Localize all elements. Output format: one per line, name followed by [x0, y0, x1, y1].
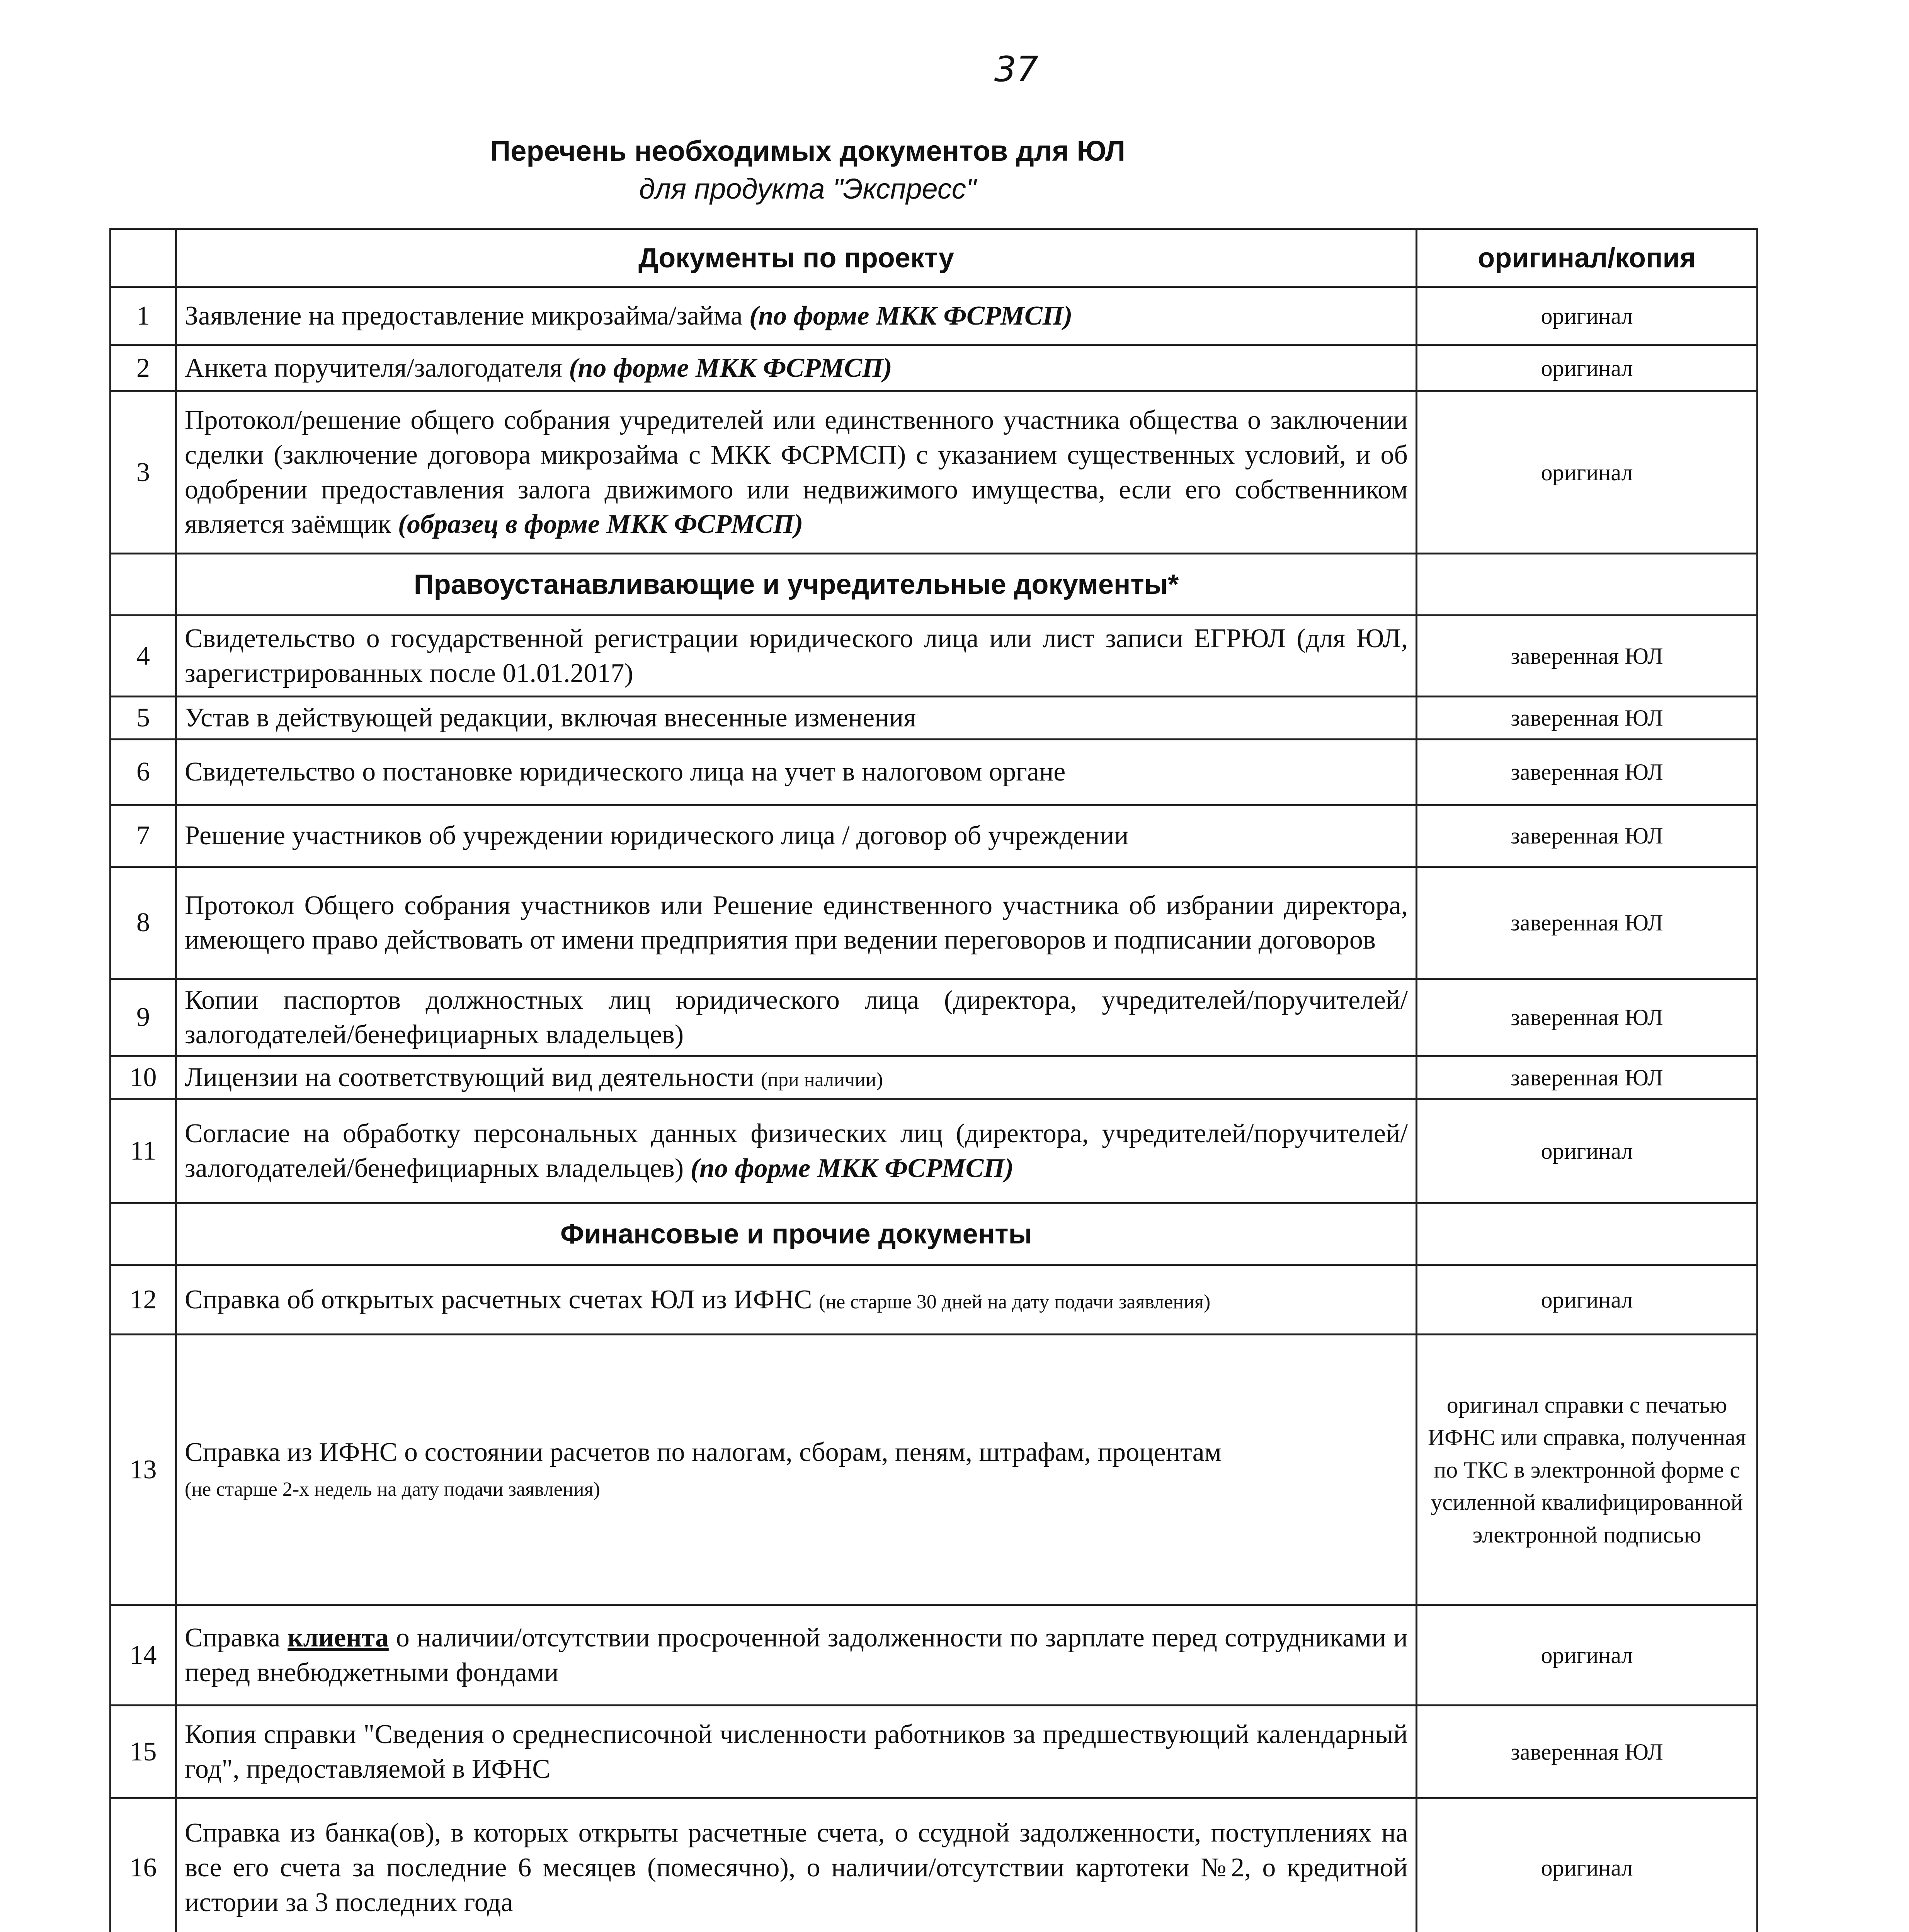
document-description [176, 1798, 1417, 1932]
table-row [111, 1099, 1758, 1203]
document-description [176, 287, 1417, 345]
document-description [176, 616, 1417, 697]
document-status: заверенная ЮЛ [1417, 805, 1758, 867]
form-reference: (по форме МКК ФСРМСП) [690, 1153, 1014, 1183]
document-description [176, 391, 1417, 554]
description-text: Заявление на предоставление микрозайма/займа [185, 301, 750, 331]
table-row [111, 1265, 1758, 1335]
row-number: 1 [111, 287, 176, 345]
description-text: Справка из ИФНС о состоянии расчетов по налогам, сборам, пеням, штрафам, процентам [185, 1437, 1222, 1468]
row-number: 8 [111, 867, 176, 979]
table-row [111, 739, 1758, 805]
description-prefix: Справка [185, 1623, 288, 1653]
form-reference: (по форме МКК ФСРМСП) [569, 353, 892, 383]
document-status: заверенная ЮЛ [1417, 1706, 1758, 1798]
description-text: Согласие на обработку персональных данных физических лиц (директора, учредителей/поручителей/залогодателей/бенефициарных владельцев) [185, 1119, 1408, 1183]
document-status: оригинал [1417, 287, 1758, 345]
document-description [176, 697, 1417, 740]
row-number: 9 [111, 979, 176, 1056]
document-status: оригинал [1417, 1605, 1758, 1706]
row-number: 14 [111, 1605, 176, 1706]
section-status-cell [1417, 1203, 1758, 1265]
document-status: заверенная ЮЛ [1417, 979, 1758, 1056]
document-status: заверенная ЮЛ [1417, 739, 1758, 805]
document-description [176, 345, 1417, 391]
row-number: 3 [111, 391, 176, 554]
document-description [176, 1335, 1417, 1605]
table-row [111, 979, 1758, 1056]
header-documents: Документы по проекту [176, 229, 1417, 287]
document-description [176, 1265, 1417, 1335]
header-original-copy: оригинал/копия [1417, 229, 1758, 287]
document-status: оригинал [1417, 1798, 1758, 1932]
row-number: 10 [111, 1056, 176, 1099]
header-num-cell [111, 229, 176, 287]
table-row [111, 616, 1758, 697]
section-row [111, 1203, 1758, 1265]
document-status: оригинал справки с печатью ИФНС или справка, полученная по ТКС в электронной форме с усиленной квалифицированной электронной подписью [1417, 1335, 1758, 1605]
section-num-cell [111, 554, 176, 616]
document-description [176, 1056, 1417, 1099]
form-reference: (по форме МКК ФСРМСП) [749, 301, 1073, 331]
document-status: оригинал [1417, 345, 1758, 391]
row-number: 5 [111, 697, 176, 740]
table-row [111, 345, 1758, 391]
document-description [176, 1605, 1417, 1706]
page-number: 37 [994, 49, 1039, 90]
document-description [176, 1706, 1417, 1798]
document-status: оригинал [1417, 1265, 1758, 1335]
document-description [176, 805, 1417, 867]
document-status: заверенная ЮЛ [1417, 867, 1758, 979]
table-row [111, 1706, 1758, 1798]
table-row [111, 287, 1758, 345]
row-number: 13 [111, 1335, 176, 1605]
description-text: Анкета поручителя/залогодателя [185, 353, 569, 383]
table-row [111, 867, 1758, 979]
description-note: (не старше 30 дней на дату подачи заявления) [818, 1291, 1211, 1313]
row-number: 7 [111, 805, 176, 867]
table-row [111, 1056, 1758, 1099]
row-number: 4 [111, 616, 176, 697]
description-text: Копия справки "Сведения о среднесписочной численности работников за предшествующий календарный год", предоставляемой в ИФНС [185, 1719, 1408, 1784]
section-row [111, 554, 1758, 616]
row-number: 11 [111, 1099, 176, 1203]
document-status: оригинал [1417, 1099, 1758, 1203]
description-text: Решение участников об учреждении юридического лица / договор об учреждении [185, 821, 1129, 851]
document-description [176, 867, 1417, 979]
document-description [176, 739, 1417, 805]
row-number: 16 [111, 1798, 176, 1932]
row-number: 6 [111, 739, 176, 805]
table-header-row [111, 229, 1758, 287]
description-text: Свидетельство о государственной регистрации юридического лица или лист записи ЕГРЮЛ (для ЮЛ, зарегистрированных после 01.01.2017) [185, 623, 1408, 688]
table-row [111, 697, 1758, 740]
row-number: 12 [111, 1265, 176, 1335]
description-note: (при наличии) [761, 1068, 883, 1091]
documents-table [109, 228, 1758, 1932]
page-title: Перечень необходимых документов для ЮЛ [490, 135, 1125, 167]
form-reference: (образец в форме МКК ФСРМСП) [398, 509, 803, 539]
description-text: Копии паспортов должностных лиц юридического лица (директора, учредителей/поручителей/залогодателей/бенефициарных владельцев) [185, 985, 1408, 1050]
table-row [111, 1798, 1758, 1932]
table-row [111, 391, 1758, 554]
page-subtitle: для продукта "Экспресс" [639, 173, 977, 205]
document-description [176, 979, 1417, 1056]
table-row [111, 1605, 1758, 1706]
document-status: заверенная ЮЛ [1417, 1056, 1758, 1099]
documents-table-body [111, 229, 1758, 1932]
description-text: о наличии/отсутствии просроченной задолженности по зарплате перед сотрудниками и перед внебюджетными фондами [185, 1623, 1408, 1687]
document-status: оригинал [1417, 391, 1758, 554]
document-status: заверенная ЮЛ [1417, 697, 1758, 740]
description-text: Протокол Общего собрания участников или Решение единственного участника об избрании директора, имеющего право действовать от имени предприятия при ведении переговоров и подписании договоров [185, 890, 1408, 955]
section-title: Финансовые и прочие документы [176, 1203, 1417, 1265]
section-status-cell [1417, 554, 1758, 616]
description-note: (не старше 2-х недель на дату подачи заявления) [185, 1478, 600, 1500]
description-text: Лицензии на соответствующий вид деятельности [185, 1062, 761, 1092]
description-text: Справка об открытых расчетных счетах ЮЛ из ИФНС [185, 1285, 819, 1315]
description-text: Свидетельство о постановке юридического лица на учет в налоговом органе [185, 757, 1066, 787]
description-text: Протокол/решение общего собрания учредителей или единственного участника общества о заключении сделки (заключение договора микрозайма с МКК ФСРМСП) с указанием существенных условий, и об одобрении предоставления залога движимого или недвижимого имущества, если его собственником является заёмщик [185, 405, 1408, 539]
section-title: Правоустанавливающие и учредительные документы* [176, 554, 1417, 616]
section-num-cell [111, 1203, 176, 1265]
row-number: 2 [111, 345, 176, 391]
description-text: Справка из банка(ов), в которых открыты расчетные счета, о ссудной задолженности, поступлениях на все его счета за последние 6 месяцев (помесячно), о наличии/отсутствии картотеки №2, о кредитной истории за 3 последних года [185, 1818, 1408, 1917]
emphasis-client: клиента [288, 1623, 389, 1653]
description-text: Устав в действующей редакции, включая внесенные изменения [185, 703, 916, 733]
row-number: 15 [111, 1706, 176, 1798]
table-row [111, 805, 1758, 867]
document-description [176, 1099, 1417, 1203]
table-row [111, 1335, 1758, 1605]
document-status: заверенная ЮЛ [1417, 616, 1758, 697]
